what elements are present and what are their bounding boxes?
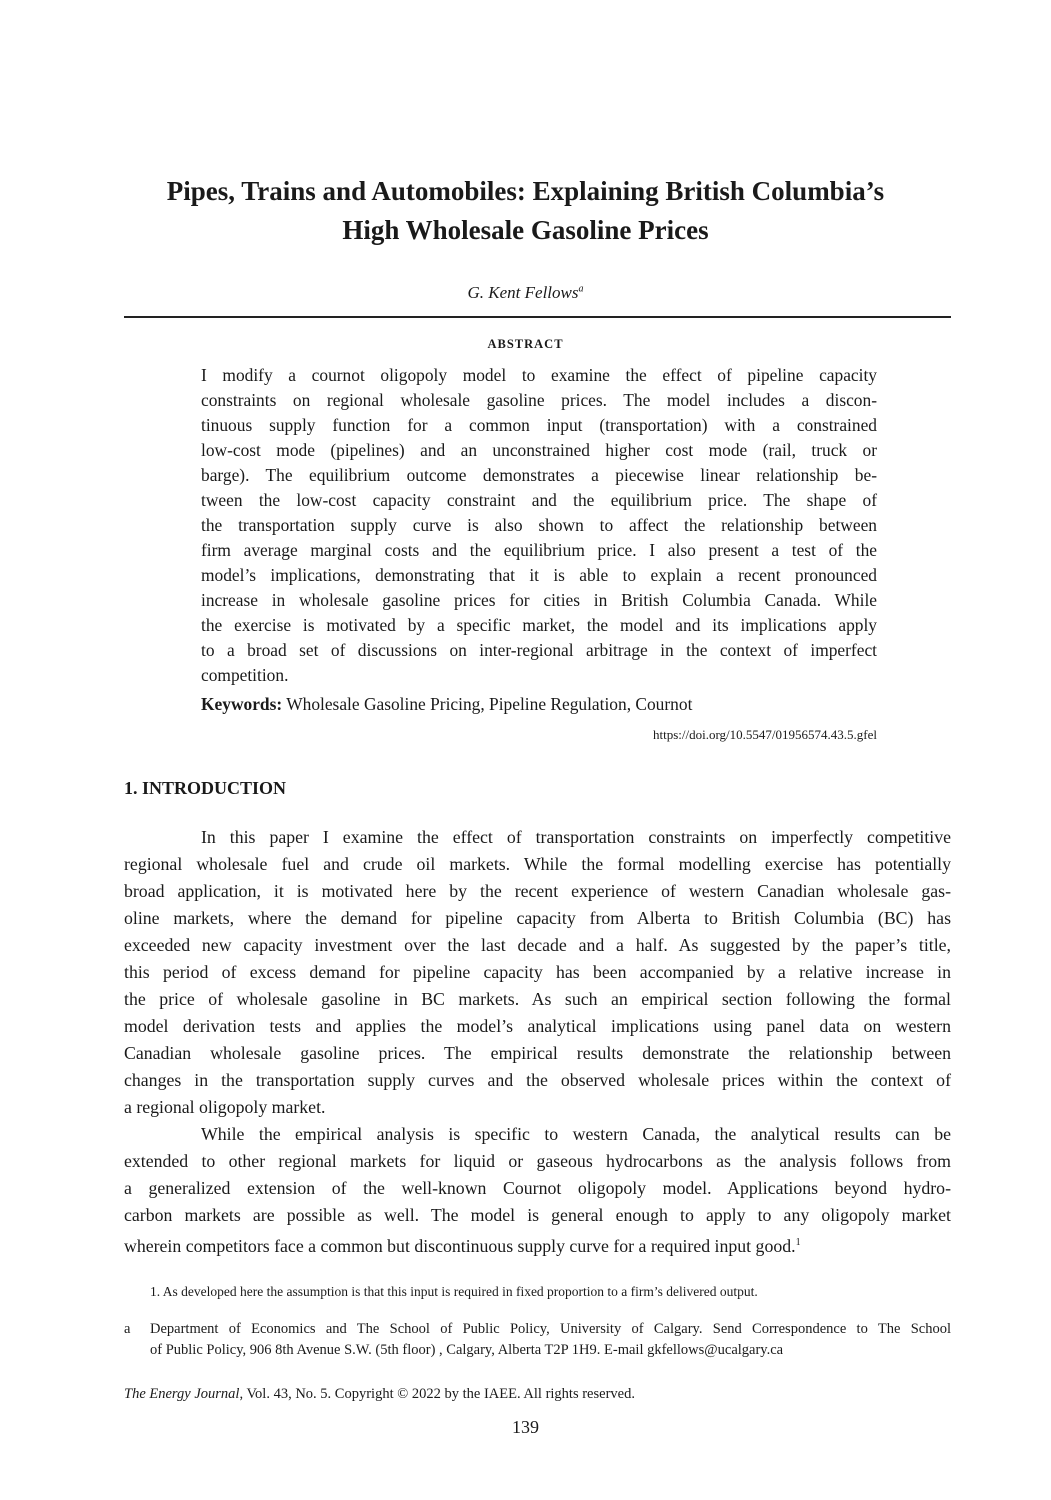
abstract-body xyxy=(201,363,877,688)
header-rule xyxy=(124,316,951,318)
body-line: While the empirical analysis is specific to western Canada, the analytical results can be xyxy=(201,1124,951,1144)
abstract-line: I modify a cournot oligopoly model to examine the effect of pipeline capacity xyxy=(201,365,877,385)
body-line: a generalized extension of the well-known Cournot oligopoly model. Applications beyond hydro- xyxy=(124,1178,951,1198)
body-line: extended to other regional markets for liquid or gaseous hydrocarbons as the analysis follows from xyxy=(124,1151,951,1171)
abstract-line: the exercise is motivated by a specific market, the model and its implications apply xyxy=(201,615,877,635)
journal-details: , Vol. 43, No. 5. Copyright © 2022 by the IAEE. All rights reserved. xyxy=(239,1386,635,1402)
body-line-with-footnote xyxy=(124,1229,951,1260)
abstract-line: to a broad set of discussions on inter-regional arbitrage in the context of imperfect xyxy=(201,640,877,660)
keywords xyxy=(201,694,877,715)
body-line: carbon markets are possible as well. The model is general enough to apply to any oligopoly market xyxy=(124,1205,951,1225)
abstract-line: increase in wholesale gasoline prices for cities in British Columbia Canada. While xyxy=(201,590,877,610)
abstract-line: constraints on regional wholesale gasoline prices. The model includes a discon- xyxy=(201,390,877,410)
abstract-line: firm average marginal costs and the equilibrium price. I also present a test of the xyxy=(201,540,877,560)
abstract-line: the transportation supply curve is also shown to affect the relationship between xyxy=(201,515,877,535)
body-line: exceeded new capacity investment over the last decade and a half. As suggested by the paper’s title, xyxy=(124,935,951,955)
affiliation-line: Department of Economics and The School of Public Policy, University of Calgary. Send Correspondence to The School xyxy=(150,1321,951,1337)
body-line: changes in the transportation supply curves and the observed wholesale prices within the context of xyxy=(124,1070,951,1090)
title-line-2: High Wholesale Gasoline Prices xyxy=(342,215,709,245)
abstract-line: competition. xyxy=(201,665,289,685)
affiliation-marker: a xyxy=(124,1321,131,1337)
body-line: model derivation tests and applies the model’s analytical implications using panel data on western xyxy=(124,1016,951,1036)
doi-link[interactable]: https://doi.org/10.5547/01956574.43.5.gfel xyxy=(652,727,877,742)
body-line: broad application, it is motivated here by the recent experience of western Canadian wholesale gas- xyxy=(124,881,951,901)
journal-name: The Energy Journal xyxy=(124,1386,240,1402)
title-line-1: Pipes, Trains and Automobiles: Explaining British Columbia’s xyxy=(166,176,885,206)
affiliation-line: of Public Policy, 906 8th Avenue S.W. (5th floor) , Calgary, Alberta T2P 1H9. E-mail gkfellows@ucalgary.ca xyxy=(150,1342,784,1358)
journal-citation xyxy=(124,1386,635,1403)
abstract-line: tinuous supply function for a common input (transportation) with a constrained xyxy=(201,415,877,435)
section-heading-introduction: 1. INTRODUCTION xyxy=(124,778,287,798)
abstract-line: model’s implications, demonstrating that it is able to explain a recent pronounced xyxy=(201,565,877,585)
footnote-ref[interactable]: 1 xyxy=(795,1237,801,1248)
author-affiliation-marker: a xyxy=(578,283,584,295)
body-line: this period of excess demand for pipeline capacity has been accompanied by a relative increase in xyxy=(124,962,951,982)
body-line: the price of wholesale gasoline in BC markets. As such an empirical section following the formal xyxy=(124,989,951,1009)
paper-title xyxy=(100,172,951,250)
body-line: a regional oligopoly market. xyxy=(124,1097,326,1117)
keywords-label: Keywords: xyxy=(201,694,283,714)
body-line: Canadian wholesale gasoline prices. The empirical results demonstrate the relationship between xyxy=(124,1043,951,1063)
body-line: In this paper I examine the effect of transportation constraints on imperfectly competitive xyxy=(201,827,951,847)
abstract-line: low-cost mode (pipelines) and an unconstrained higher cost mode (rail, truck or xyxy=(201,440,877,460)
abstract-heading: ABSTRACT xyxy=(487,337,564,351)
author-name: G. Kent Fellows xyxy=(467,283,579,302)
abstract-line: barge). The equilibrium outcome demonstrates a piecewise linear relationship be- xyxy=(201,465,877,485)
abstract-line: tween the low-cost capacity constraint and the equilibrium price. The shape of xyxy=(201,490,877,510)
body-line: oline markets, where the demand for pipeline capacity from Alberta to British Columbia (BC) has xyxy=(124,908,951,928)
page-number: 139 xyxy=(512,1417,539,1437)
author-line xyxy=(0,283,1051,303)
keywords-list: Wholesale Gasoline Pricing, Pipeline Regulation, Cournot xyxy=(286,694,693,714)
body-line-text: wherein competitors face a common but discontinuous supply curve for a required input good. xyxy=(124,1235,796,1256)
introduction-body xyxy=(124,824,951,1260)
body-line: regional wholesale fuel and crude oil markets. While the formal modelling exercise has potentially xyxy=(124,854,951,874)
footnote-1: 1. As developed here the assumption is that this input is required in fixed proportion to a firm’s delivered output. xyxy=(150,1284,758,1299)
affiliation-text xyxy=(150,1319,951,1361)
